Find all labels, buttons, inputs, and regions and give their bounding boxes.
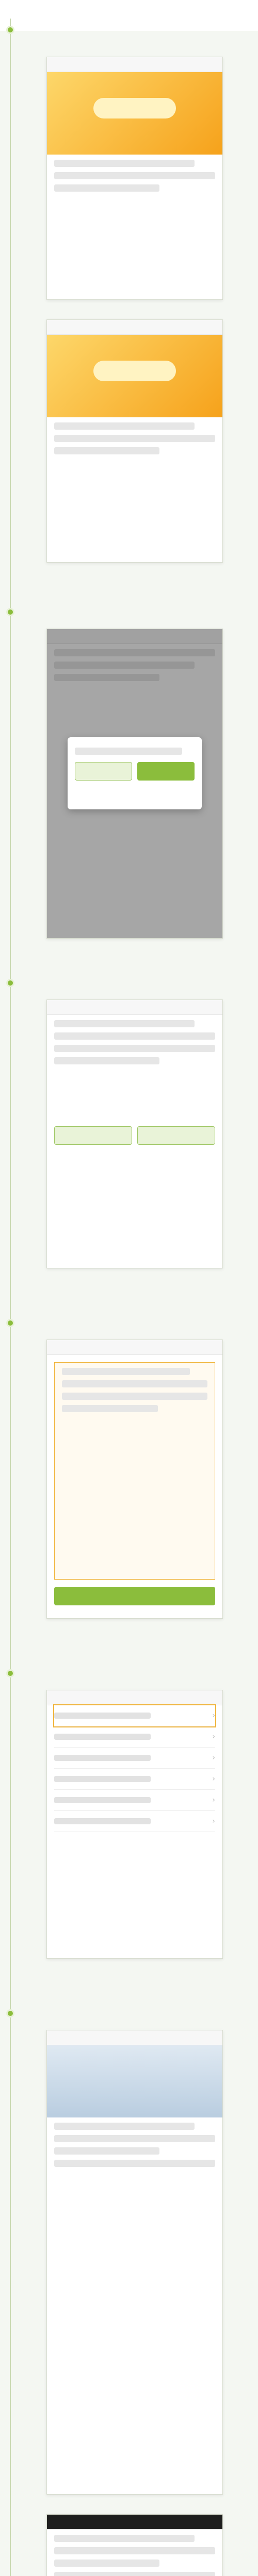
phone-mockup-1 [46, 57, 223, 300]
chevron-right-icon: › [212, 1754, 215, 1762]
list-item[interactable] [54, 1790, 215, 1811]
content-line [54, 184, 159, 192]
content-line [54, 1045, 215, 1052]
notice-panel [54, 1362, 215, 1580]
dialog-line [75, 748, 182, 755]
dialog-cancel-button[interactable] [75, 762, 132, 781]
phone-titlebar [47, 1690, 222, 1705]
page-header [0, 0, 258, 31]
phone-titlebar [47, 2515, 222, 2530]
banner-label [93, 361, 176, 381]
phone-mockup-2 [46, 319, 223, 563]
option-button[interactable] [54, 1126, 132, 1145]
list-item[interactable] [54, 1705, 215, 1726]
form-line [54, 2560, 159, 2567]
list-item[interactable] [54, 1748, 215, 1769]
phone-mockup-6 [46, 1690, 223, 1959]
detail-line [54, 2135, 215, 2142]
phone-titlebar [47, 1000, 222, 1015]
list-item[interactable] [54, 1769, 215, 1790]
agree-button[interactable] [54, 1587, 215, 1605]
phone-titlebar [47, 320, 222, 335]
phone-mockup-4 [46, 999, 223, 1268]
form-line [54, 2547, 215, 2554]
content-line [54, 160, 195, 167]
step-dot-3 [6, 979, 14, 987]
content-line [54, 1057, 159, 1064]
chevron-right-icon: › [212, 1796, 215, 1804]
detail-line [54, 2123, 195, 2130]
notice-line [62, 1368, 190, 1375]
chevron-right-icon: › [212, 1733, 215, 1741]
confirm-dialog [68, 737, 202, 809]
list-item[interactable] [54, 1811, 215, 1832]
dialog-confirm-button[interactable] [137, 762, 195, 781]
hospital-photo [47, 2045, 222, 2117]
phone-mockup-5 [46, 1340, 223, 1619]
step-dot-2 [6, 608, 14, 616]
step-dot-4 [6, 1319, 14, 1327]
step-dot-1 [6, 26, 14, 34]
phone-mockup-8 [46, 2514, 223, 2576]
phone-titlebar [47, 2030, 222, 2045]
phone-titlebar [47, 1340, 222, 1355]
content-line [54, 435, 215, 442]
phone-mockup-7 [46, 2030, 223, 2495]
content-line [54, 172, 215, 179]
phone-titlebar [47, 57, 222, 72]
notice-line [62, 1380, 207, 1387]
option-button[interactable] [137, 1126, 215, 1145]
detail-line [54, 2160, 215, 2167]
content-line [54, 422, 195, 430]
banner-image [47, 72, 222, 155]
detail-line [54, 2147, 159, 2155]
step-dot-6 [6, 2009, 14, 2018]
banner-label [93, 98, 176, 118]
banner-image [47, 335, 222, 417]
content-line [54, 447, 159, 454]
content-line [54, 1032, 215, 1040]
form-line [54, 2535, 195, 2542]
chevron-right-icon: › [212, 1817, 215, 1825]
phone-mockup-3 [46, 629, 223, 939]
chevron-right-icon: › [212, 1775, 215, 1783]
content-line [54, 1020, 195, 1027]
form-line [54, 2572, 215, 2576]
notice-line [62, 1405, 158, 1412]
notice-line [62, 1393, 207, 1400]
chevron-right-icon: › [212, 1711, 215, 1720]
timeline-line [10, 19, 11, 2576]
step-dot-5 [6, 1669, 14, 1677]
list-item[interactable] [54, 1726, 215, 1748]
